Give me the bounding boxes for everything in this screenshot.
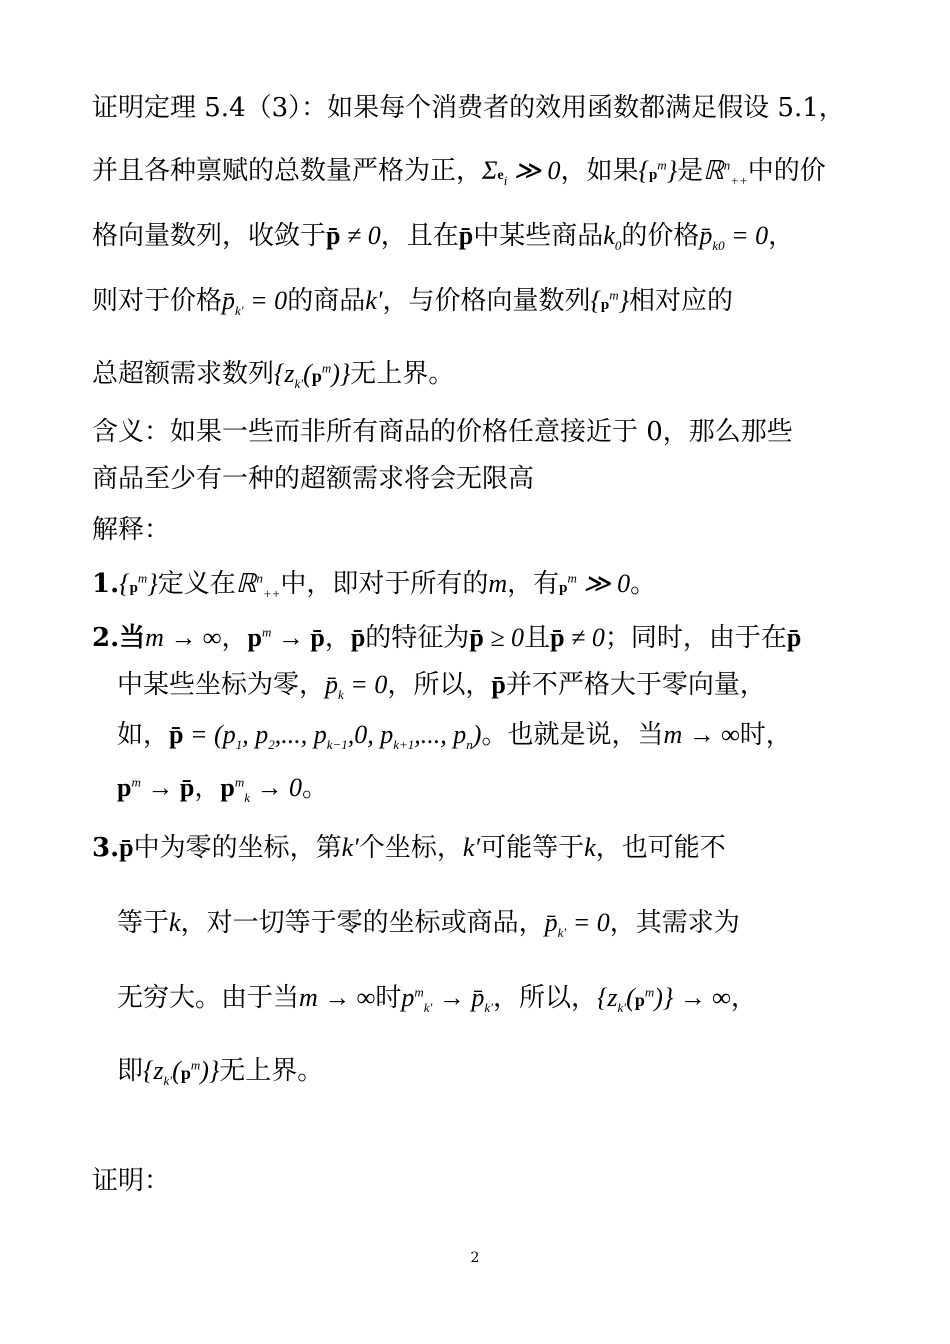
m-to-infinity-formula-2: m → ∞ <box>663 720 740 749</box>
coordinate-to-zero-formula: $p^m_k \to 0$ <box>220 773 302 806</box>
zero-price-formula: $p̄_{k0} = 0$ <box>699 221 769 254</box>
explanation-item-2-line-4: $p^m$ → p̄，$p^m_k \to 0$。 <box>117 773 328 806</box>
explanation-item-3-line-4: 即$\{z_{k'}(p^m)\}$无上界。 <box>117 1056 324 1089</box>
item1-m-symbol: m <box>488 569 508 598</box>
k-symbol-2: k <box>169 908 181 937</box>
explanation-item-3-line-1: 3.p̄中为零的坐标，第k′个坐标，k′可能等于k，也可能不 <box>92 833 726 863</box>
commodity-k-prime-symbol: k′ <box>365 286 383 315</box>
explanation-item-2-line-2: 中某些坐标为零，$p̄_k = 0$，所以，p̄并不严格大于零向量， <box>117 670 766 703</box>
limit-vector-symbol-5: p̄ <box>119 833 134 862</box>
excess-demand-sequence-formula: $\{z_{k'}(p^m)\}$ <box>274 359 351 392</box>
page-number: 2 <box>470 1250 480 1266</box>
explanation-item-3-line-2: 等于k，对一切等于零的坐标或商品，$p̄_{k'} = 0$，其需求为 <box>117 908 740 941</box>
limit-vector-symbol-2: p̄ <box>350 623 366 652</box>
m-to-infinity-formula: m → ∞ <box>145 623 222 652</box>
price-sequence-formula-2: $\{p^m\}$ <box>590 286 629 315</box>
theorem-line-2: 并且各种禀赋的总数量严格为正，$\Sigma e_i$ ≫ 0，如果$\{p^m\}$是ℝ$^n_{++}$中的价 <box>92 156 826 189</box>
zero-coordinate-formula: $p̄_k = 0$ <box>325 670 388 703</box>
limit-nonzero-formula: p̄ ≠ 0 <box>326 221 381 250</box>
zero-price-k-prime-formula-2: $p̄_{k'} = 0$ <box>544 908 610 941</box>
proof-title: 证明： <box>92 1166 171 1196</box>
commodity-k0-symbol: $k_0$ <box>603 221 622 254</box>
theorem-line-1: 证明定理 5.4（3）：如果每个消费者的效用函数都满足假设 5.1， <box>92 93 845 123</box>
meaning-line-1: 含义：如果一些而非所有商品的价格任意接近于 0，那么那些 <box>92 417 793 447</box>
zero-price-k-prime-formula: $p̄_{k'} = 0$ <box>222 286 288 319</box>
m-to-infinity-formula-3: m → ∞ <box>299 983 376 1012</box>
k-symbol: k <box>584 833 596 862</box>
explanation-item-3-line-3: 无穷大。由于当m → ∞时$p^m_{k'}$ → $p̄_{k'}$，所以，$\{z_{k'}(p^m)\}$ → ∞， <box>117 983 757 1016</box>
meaning-line-2: 商品至少有一种的超额需求将会无限高 <box>92 464 535 494</box>
demand-diverges-formula: $\{z_{k'}(p^m)\}$ → ∞ <box>597 983 731 1016</box>
theorem-line-4: 则对于价格$p̄_{k'} = 0$的商品k′，与价格向量数列$\{p^m\}$相对应的 <box>92 286 734 319</box>
excess-demand-sequence-formula-2: $\{z_{k'}(p^m)\}$ <box>143 1056 220 1089</box>
limit-vector-symbol: p̄ <box>458 221 474 250</box>
nonzero-formula: p̄ ≠ 0 <box>550 623 605 652</box>
limit-vector-symbol-4: p̄ <box>491 670 506 699</box>
convergence-formula: $p^m$ → p̄ <box>247 623 325 652</box>
item1-positive-formula: $p^m$ ≫ 0 <box>559 569 631 598</box>
nonnegative-formula: p̄ ≥ 0 <box>469 623 525 652</box>
k-prime-symbol-2: k′ <box>462 833 481 862</box>
explanation-title: 解释： <box>92 515 171 545</box>
item1-orthant-symbol: ℝ$^n_{++}$ <box>235 569 281 602</box>
k-prime-symbol: k′ <box>341 833 359 862</box>
sum-endowment-formula: $\Sigma e_i$ ≫ 0 <box>482 156 561 189</box>
limit-vector-symbol-3: p̄ <box>786 623 802 652</box>
item1-sequence-formula: $\{p^m\}$ <box>119 569 158 598</box>
price-sequence-formula: $\{p^m\}$ <box>638 156 678 185</box>
positive-orthant-symbol: ℝ$^n_{++}$ <box>703 156 748 189</box>
theorem-line-5: 总超额需求数列$\{z_{k'}(p^m)\}$无上界。 <box>92 359 455 392</box>
vector-expansion-formula: p̄ = ($p_1$, $p_2$,..., $p_{k-1},0$, $p_{k+1}$,..., $p_n$) <box>169 720 482 753</box>
convergence-formula-2: $p^m$ → p̄ <box>117 773 195 802</box>
explanation-item-1: $1.\{p^m\}$定义在ℝ$^n_{++}$中，即对于所有的m，有$p^m$ ≫ 0。 <box>92 569 657 602</box>
explanation-item-2-line-1: 2.当m → ∞，$p^m$ → p̄，p̄的特征为p̄ ≥ 0且p̄ ≠ 0；同时，由于在p̄ <box>92 623 802 653</box>
explanation-item-2-line-3: 如，p̄ = ($p_1$, $p_2$,..., $p_{k-1},0$, $p_{k+1}$,..., $p_n$)。也就是说，当m → ∞时， <box>117 720 792 753</box>
coordinate-convergence-formula: $p^m_{k'}$ → $p̄_{k'}$ <box>401 983 493 1016</box>
theorem-line-3: 格向量数列，收敛于p̄ ≠ 0，且在p̄中某些商品$k_0$的价格$p̄_{k0} = 0$， <box>92 221 795 254</box>
